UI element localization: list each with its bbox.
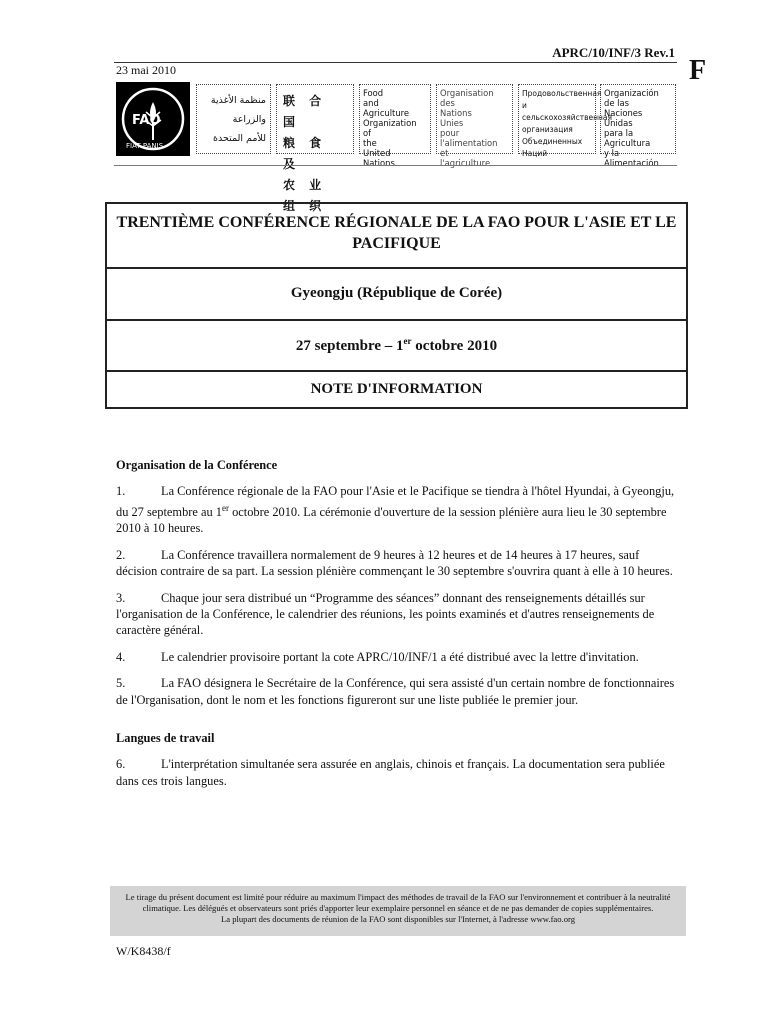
logo-divider	[114, 165, 677, 166]
document-body	[116, 457, 678, 799]
dates-end: octobre 2010	[411, 338, 498, 354]
paragraph-superscript: er	[221, 502, 229, 513]
paragraph-number: 1.	[116, 484, 126, 499]
fao-logo-banner	[116, 80, 676, 213]
fao-name-russian: Продовольственная и сельскохозяйственная организация Объединенных Наций	[518, 84, 596, 154]
paragraph-number: 2.	[116, 547, 126, 562]
section-heading: Langues de travail	[116, 731, 215, 745]
fao-name-english: Food and Agriculture Organization of the United Nations	[359, 84, 431, 154]
document-type: NOTE D'INFORMATION	[107, 370, 686, 407]
arabic-line: منظمة الأغذية	[210, 95, 266, 106]
chinese-line: 农 业 组 织	[283, 178, 327, 213]
conference-location: Gyeongju (République de Corée)	[107, 267, 686, 319]
chinese-line: 联 合 国	[283, 94, 327, 129]
fao-name-spanish: Organización de las Naciones Unidas para la Agricultura y la Alimentación	[600, 84, 676, 154]
language-code: F	[689, 55, 707, 86]
emblem-letter: FAO	[132, 113, 161, 128]
paragraph-number: 5.	[116, 676, 126, 691]
paragraph-4	[116, 649, 678, 665]
title-box	[105, 202, 688, 409]
conference-title: TRENTIÈME CONFÉRENCE RÉGIONALE DE LA FAO POUR L'ASIE ET LE PACIFIQUE	[116, 214, 677, 252]
dates-superscript: er	[403, 336, 412, 346]
paragraph-text: La Conférence travaillera normalement de 9 heures à 12 heures et de 14 heures à 17 heures, sauf décision contraire de sa part. La session plénière commençant le 30 septembre s'ouvrira quant à elle à 10 heures.	[116, 547, 673, 579]
paragraph-2	[116, 547, 678, 580]
paragraph-number: 3.	[116, 590, 126, 605]
paragraph-text: La Conférence régionale de la FAO pour l'Asie et le Pacifique se tiendra à l'hôtel Hyundai, à Gyeongju, du 27 septembre au 1	[116, 484, 675, 519]
paragraph-text: Chaque jour sera distribué un “Programme des séances” donnant des renseignements détaillés sur l'organisation de la Conférence, le calendrier des réunions, les points examinés et d'autres renseignements de caractère général.	[116, 590, 655, 638]
document-reference: APRC/10/INF/3 Rev.1	[552, 45, 675, 60]
paragraph-1	[116, 483, 678, 536]
arabic-line: والزراعة	[232, 114, 266, 125]
document-date: 23 mai 2010	[116, 63, 176, 77]
emblem-motto: FIAT PANIS	[126, 142, 164, 150]
fao-name-chinese	[276, 84, 354, 213]
paragraph-5	[116, 675, 678, 708]
conference-dates	[107, 319, 686, 370]
environment-notice	[110, 886, 686, 936]
dates-start: 27 septembre – 1	[295, 338, 404, 354]
website-line: La plupart des documents de réunion de la FAO sont disponibles sur l'Internet, à l'adresse www.fao.org	[220, 914, 575, 924]
section-heading: Organisation de la Conférence	[116, 458, 278, 472]
arabic-line: للأمم المتحدة	[213, 133, 266, 144]
paragraph-number: 6.	[116, 757, 126, 772]
paragraph-text: octobre 2010. La cérémonie d'ouverture de la session plénière aura lieu le 30 septembre 2010 à 10 heures.	[116, 504, 667, 536]
paragraph-3	[116, 590, 678, 639]
fao-name-french: Organisation des Nations Unies pour l'alimentation et l'agriculture	[436, 84, 513, 154]
paragraph-text: L'interprétation simultanée sera assurée en anglais, chinois et français. La documentation sera publiée dans ces trois langues.	[116, 757, 665, 788]
header-divider	[114, 62, 677, 63]
notice-text: Le tirage du présent document est limité pour réduire au maximum l'impact des méthodes de travail de la FAO sur l'environnement et contribuer à la neutralité climatique. Les délégués et observateurs sont priés d'apporter leur exemplaire personnel en séance et de ne pas demander de copies supplémentaires.	[125, 892, 671, 913]
paragraph-6	[116, 756, 678, 789]
paragraph-text: La FAO désignera le Secrétaire de la Conférence, qui sera assisté d'un certain nombre de fonctionnaires de l'Organisation, dont le nom et les fonctions figureront sur une liste publiée le premier jour.	[116, 676, 675, 707]
fao-emblem-icon	[116, 82, 190, 156]
fao-name-arabic	[196, 84, 271, 154]
document-code: W/K8438/f	[116, 944, 171, 958]
chinese-line: 粮 食 及	[283, 136, 327, 171]
paragraph-text: Le calendrier provisoire portant la cote APRC/10/INF/1 a été distribué avec la lettre d'invitation.	[161, 649, 639, 664]
paragraph-number: 4.	[116, 649, 126, 664]
